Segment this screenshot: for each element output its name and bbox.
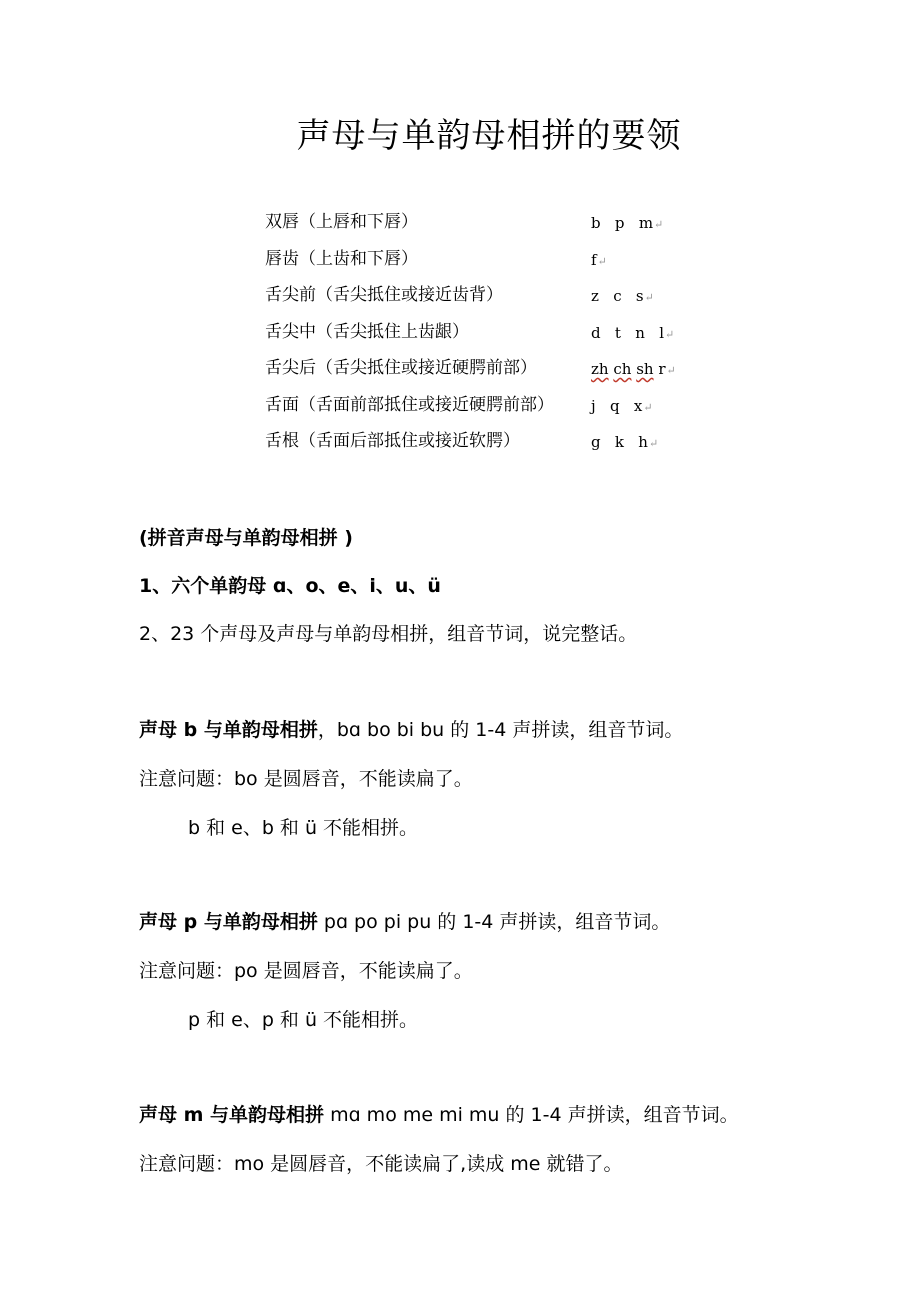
spellcheck-underlined-letter: sh	[636, 360, 654, 378]
group-m-heading: 声母 m 与单韵母相拼 mɑ mo me mi mu 的 1-4 声拼读，组音节词。	[139, 1104, 739, 1126]
group-b-note: 注意问题：bo 是圆唇音，不能读扁了。	[139, 768, 473, 790]
spellcheck-underlined-letter: ch	[613, 360, 632, 378]
paragraph-mark-icon: ↵	[644, 291, 654, 304]
group-p-heading: 声母 p 与单韵母相拼 pɑ po pi pu 的 1-4 声拼读，组音节词。	[139, 911, 671, 933]
initial-letters: zh ch sh r↵	[591, 360, 676, 378]
paragraph-mark-icon: ↵	[665, 327, 675, 341]
articulation-place: 唇齿（上齿和下唇）	[265, 248, 418, 269]
group-m-note: 注意问题：mo 是圆唇音，不能读扁了,读成 me 就错了。	[139, 1153, 623, 1175]
group-p-note: 注意问题：po 是圆唇音，不能读扁了。	[139, 960, 473, 982]
page-title: 声母与单韵母相拼的要领	[296, 116, 682, 156]
articulation-place: 舌根（舌面后部抵住或接近软腭）	[265, 431, 520, 451]
initial-letters: z c s↵	[591, 287, 654, 305]
paragraph-mark-icon: ↵	[666, 364, 676, 377]
section-heading: (拼音声母与单韵母相拼 )	[139, 527, 353, 549]
spellcheck-underlined-letter: zh	[591, 360, 609, 378]
initial-letters: g k h↵	[591, 433, 659, 451]
group-p-note-2: p 和 e、p 和 ü 不能相拼。	[188, 1009, 419, 1031]
paragraph-mark-icon: ↵	[648, 437, 659, 450]
paragraph-mark-icon: ↵	[597, 254, 607, 268]
articulation-place: 舌尖中（舌尖抵住上齿龈）	[265, 321, 469, 342]
item-2: 2、23 个声母及声母与单韵母相拼，组音节词，说完整话。	[139, 623, 638, 645]
paragraph-mark-icon: ↵	[654, 218, 664, 231]
group-b-note-2: b 和 e、b 和 ü 不能相拼。	[188, 817, 419, 839]
articulation-place: 双唇（上唇和下唇）	[265, 212, 418, 232]
group-b-heading: 声母 b 与单韵母相拼，bɑ bo bi bu 的 1-4 声拼读，组音节词。	[139, 719, 684, 741]
item-1: 1、六个单韵母 ɑ、o、e、i、u、ü	[139, 575, 441, 597]
articulation-place: 舌面（舌面前部抵住或接近硬腭前部）	[265, 394, 554, 415]
articulation-place: 舌尖前（舌尖抵住或接近齿背）	[265, 285, 503, 305]
paragraph-mark-icon: ↵	[643, 400, 653, 414]
initial-letters: f↵	[591, 250, 607, 269]
initial-letters: d t n l↵	[591, 323, 675, 342]
initial-letters: b p m↵	[591, 214, 664, 232]
articulation-place: 舌尖后（舌尖抵住或接近硬腭前部）	[265, 358, 537, 378]
initial-letters: j q x↵	[591, 396, 653, 415]
